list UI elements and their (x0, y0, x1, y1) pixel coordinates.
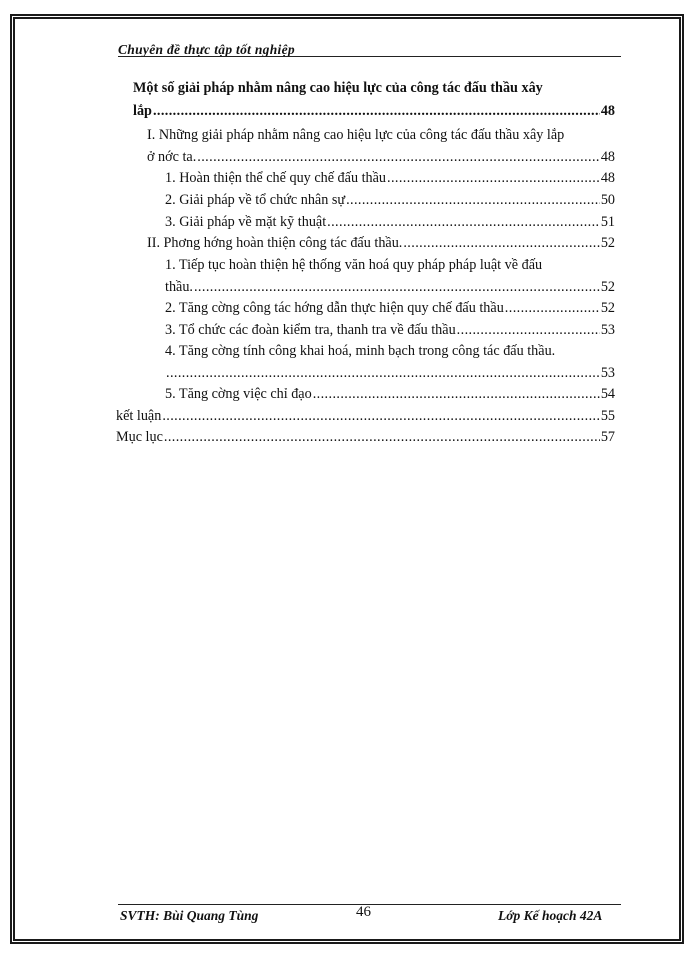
toc-item[interactable] (165, 167, 615, 189)
toc-chapter-title[interactable] (133, 77, 543, 99)
footer-class: Lớp Kế hoạch 42A (498, 908, 603, 923)
toc-item-cont[interactable] (165, 362, 615, 384)
toc-item[interactable] (165, 189, 615, 211)
toc-page-number: 51 (600, 214, 615, 230)
toc-page-number: 55 (600, 408, 615, 424)
leader-dots (387, 167, 600, 189)
toc-page-number: 57 (600, 429, 615, 445)
footer-author: SVTH: Bùi Quang Tùng (120, 908, 259, 923)
toc-page-number: 48 (600, 103, 615, 119)
leader-dots (197, 146, 600, 168)
toc-page-number: 53 (600, 365, 615, 381)
toc-section-1-text-cont: ở nớc ta. (147, 149, 197, 165)
toc-item[interactable] (165, 254, 542, 276)
toc-page-number: 52 (600, 300, 615, 316)
toc-section-2[interactable] (147, 232, 615, 254)
toc-contents[interactable] (116, 426, 615, 448)
leader-dots (194, 276, 600, 298)
toc-item-label: 1. Hoàn thiện thể chế quy chế đấu thầu (165, 170, 387, 186)
toc-page-number: 50 (600, 192, 615, 208)
toc-item-label: 4. Tăng cờng tính công khai hoá, minh bạch trong công tác đấu thầu. (165, 343, 556, 359)
leader-dots (164, 426, 600, 448)
leader-dots (162, 405, 600, 427)
toc-section-1-text: I. Những giải pháp nhằm nâng cao hiệu lực của công tác đấu thầu xây lắp (147, 127, 565, 143)
toc-page-number: 52 (600, 279, 615, 295)
toc-item[interactable] (165, 319, 615, 341)
running-header: Chuyên đề thực tập tốt nghiệp (118, 42, 295, 57)
toc-conclusion-label: kết luận (116, 408, 162, 424)
toc-item-label: 3. Tổ chức các đoàn kiểm tra, thanh tra về đấu thầu (165, 322, 456, 338)
leader-dots (313, 383, 600, 405)
toc-page-number: 53 (600, 322, 615, 338)
toc-item-cont[interactable] (165, 276, 615, 298)
toc-item-label: 2. Giải pháp về tổ chức nhân sự (165, 192, 346, 208)
leader-dots (166, 362, 600, 384)
toc-item[interactable] (165, 340, 555, 362)
toc-page-number: 54 (600, 386, 615, 402)
toc-item[interactable] (165, 211, 615, 233)
leader-dots (346, 189, 600, 211)
leader-dots (327, 211, 600, 233)
toc-chapter-title-text-cont: lắp (133, 103, 152, 119)
leader-dots (505, 297, 600, 319)
toc-page-number: 48 (600, 149, 615, 165)
toc-chapter-title-text: Một số giải pháp nhằm nâng cao hiệu lực của công tác đấu thầu xây (133, 80, 543, 96)
toc-item-label: 1. Tiếp tục hoàn thiện hệ thống văn hoá quy pháp pháp luật về đấu (165, 257, 543, 273)
toc-item[interactable] (165, 383, 615, 405)
leader-dots (153, 100, 600, 122)
toc-section-1-cont[interactable] (147, 146, 615, 168)
toc-contents-label: Mục lục (116, 429, 163, 445)
toc-section-1[interactable] (147, 124, 564, 146)
leader-dots (403, 232, 599, 254)
toc-item[interactable] (165, 297, 615, 319)
toc-conclusion[interactable] (116, 405, 615, 427)
toc-page-number: 48 (600, 170, 615, 186)
toc-item-label: 3. Giải pháp về mặt kỹ thuật (165, 214, 327, 230)
toc-page-number: 52 (600, 235, 615, 251)
toc-item-label: 5. Tăng cờng việc chỉ đạo (165, 386, 312, 402)
toc-item-label-cont: thầu. (165, 279, 193, 295)
leader-dots (457, 319, 600, 341)
toc-section-2-text: II. Phơng hớng hoàn thiện công tác đấu thầu. (147, 235, 403, 251)
toc-chapter-title-cont[interactable] (133, 100, 615, 122)
footer-page-number: 46 (356, 904, 371, 920)
toc-item-label: 2. Tăng cờng công tác hớng dẫn thực hiện quy chế đấu thầu (165, 300, 504, 316)
